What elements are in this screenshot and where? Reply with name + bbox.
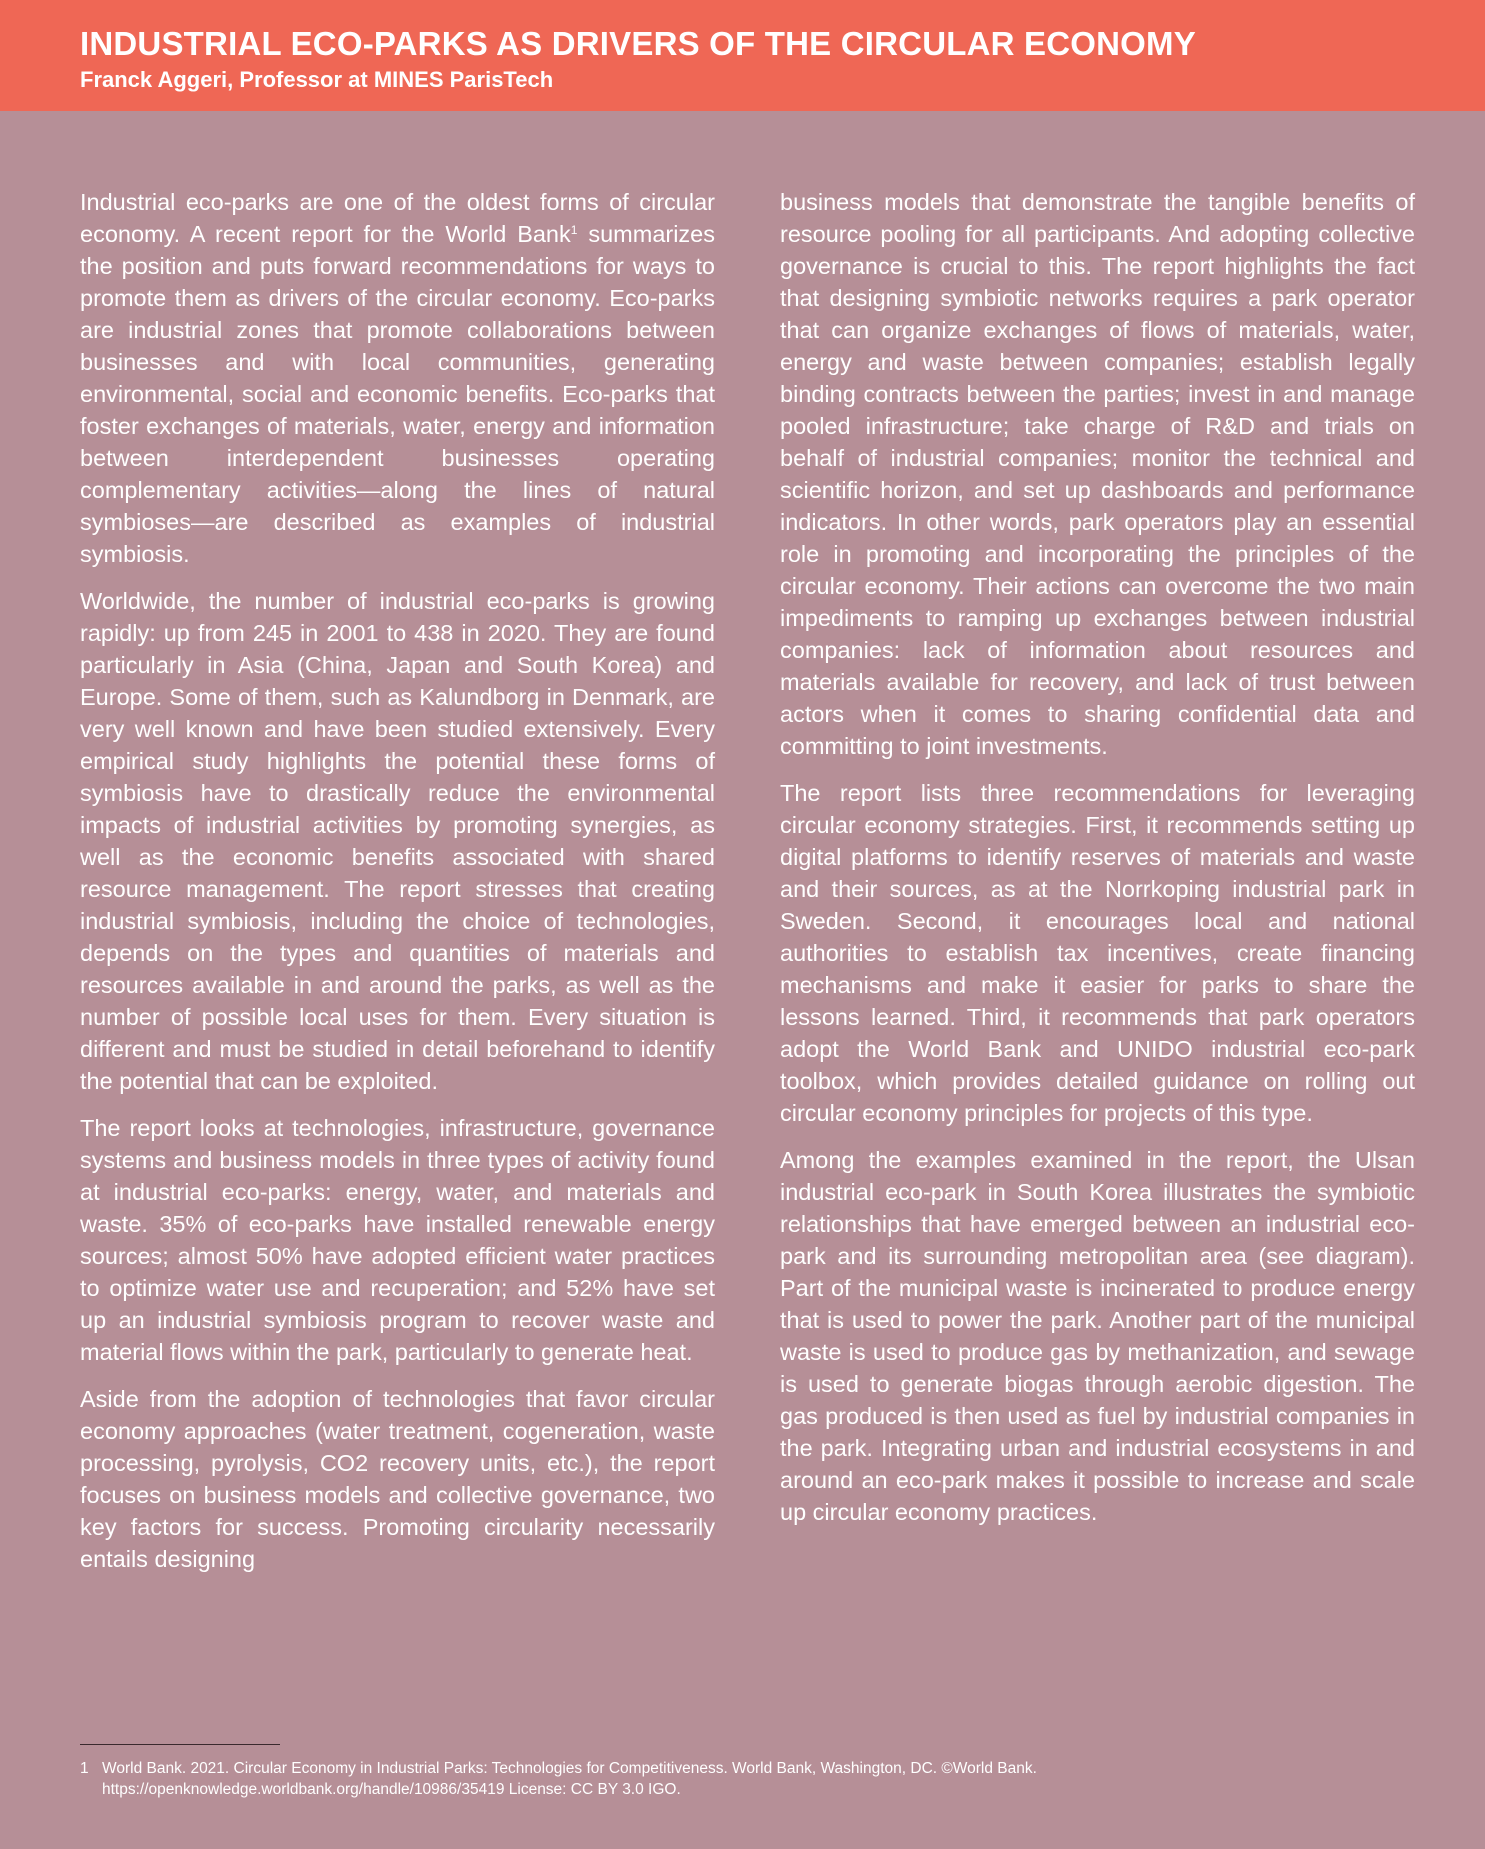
footnote [80, 1758, 1415, 1800]
paragraph-2: Worldwide, the number of industrial eco-parks is growing rapidly: up from 245 in 2001 to 438 in 2020. They are found particularly in Asia (China, Japan and South Korea) and Europe. Some of them, such as Kalundborg in Denmark, are very well known and have been studied extensively. Every empirical study highlights the potential these forms of symbiosis have to drastically reduce the environmental impacts of industrial activities by promoting synergies, as well as the economic benefits associated with shared resource management. The report stresses that creating industrial symbiosis, including the choice of technologies, depends on the types and quantities of materials and resources available in and around the parks, as well as the number of possible local uses for them. Every situation is different and must be studied in detail beforehand to identify the potential that can be exploited. [80, 588, 715, 1094]
right-column [780, 186, 1415, 1575]
left-column [80, 186, 715, 1575]
paragraph-5: The report lists three recommendations for leveraging circular economy strategies. First, it recommends setting up digital platforms to identify reserves of materials and waste and their sources, as at the Norrkoping industrial park in Sweden. Second, it encourages local and national authorities to establish tax incentives, create financing mechanisms and make it easier for parks to share the lessons learned. Third, it recommends that park operators adopt the World Bank and UNIDO industrial eco-park toolbox, which provides detailed guidance on rolling out circular economy principles for projects of this type. [780, 780, 1415, 1126]
footnote-reference: 1 [570, 223, 578, 237]
paragraph-3: The report looks at technologies, infrastructure, governance systems and business models in three types of activity found at industrial eco-parks: energy, water, and materials and waste. 35% of eco-parks have installed renewable energy sources; almost 50% have adopted efficient water practices to optimize water use and recuperation; and 52% have set up an industrial symbiosis program to recover waste and material flows within the park, particularly to generate heat. [80, 1115, 715, 1365]
page-title: INDUSTRIAL ECO-PARKS AS DRIVERS OF THE CIRCULAR ECONOMY [80, 25, 1196, 62]
header-banner [0, 0, 1485, 111]
footnote-divider [80, 1744, 280, 1745]
footnote-text: World Bank. 2021. Circular Economy in Industrial Parks: Technologies for Competitiveness. World Bank, Washington, DC. ©World Bank. https://openknowledge.worldbank.org/handle/10986/35419 License: CC BY 3.0 IGO. [102, 1760, 1037, 1798]
paragraph-1-text-b: summarizes the position and puts forward recommendations for ways to promote them as drivers of the circular economy. Eco-parks are industrial zones that promote collaborations between businesses and with local communities, generating environmental, social and economic benefits. Eco-parks that foster exchanges of materials, water, energy and information between interdependent businesses operating complementary activities—along the lines of natural symbioses—are described as examples of industrial symbiosis. [80, 221, 716, 567]
article-body [80, 186, 1415, 1575]
paragraph-4-continued: business models that demonstrate the tangible benefits of resource pooling for all participants. And adopting collective governance is crucial to this. The report highlights the fact that designing symbiotic networks requires a park operator that can organize exchanges of flows of materials, water, energy and waste between companies; establish legally binding contracts between the parties; invest in and manage pooled infrastructure; take charge of R&D and trials on behalf of industrial companies; monitor the technical and scientific horizon, and set up dashboards and performance indicators. In other words, park operators play an essential role in promoting and incorporating the principles of the circular economy. Their actions can overcome the two main impediments to ramping up exchanges between industrial companies: lack of information about resources and materials available for recovery, and lack of trust between actors when it comes to sharing confidential data and committing to joint investments. [780, 189, 1415, 759]
paragraph-1-text-a: Industrial eco-parks are one of the oldest forms of circular economy. A recent report for the World Bank [80, 189, 715, 247]
paragraph-6: Among the examples examined in the report, the Ulsan industrial eco-park in South Korea illustrates the symbiotic relationships that have emerged between an industrial eco-park and its surrounding metropolitan area (see diagram). Part of the municipal waste is incinerated to produce energy that is used to power the park. Another part of the municipal waste is used to produce gas by methanization, and sewage is used to generate biogas through aerobic digestion. The gas produced is then used as fuel by industrial companies in the park. Integrating urban and industrial ecosystems in and around an eco-park makes it possible to increase and scale up circular economy practices. [780, 1147, 1415, 1525]
paragraph-4-start: Aside from the adoption of technologies that favor circular economy approaches (water treatment, cogeneration, waste processing, pyrolysis, CO2 recovery units, etc.), the report focuses on business models and collective governance, two key factors for success. Promoting circularity necessarily entails designing [80, 1386, 715, 1572]
paragraph-1 [80, 186, 715, 570]
author-line: Franck Aggeri, Professor at MINES ParisTech [80, 67, 554, 92]
footnote-number: 1 [80, 1760, 89, 1777]
